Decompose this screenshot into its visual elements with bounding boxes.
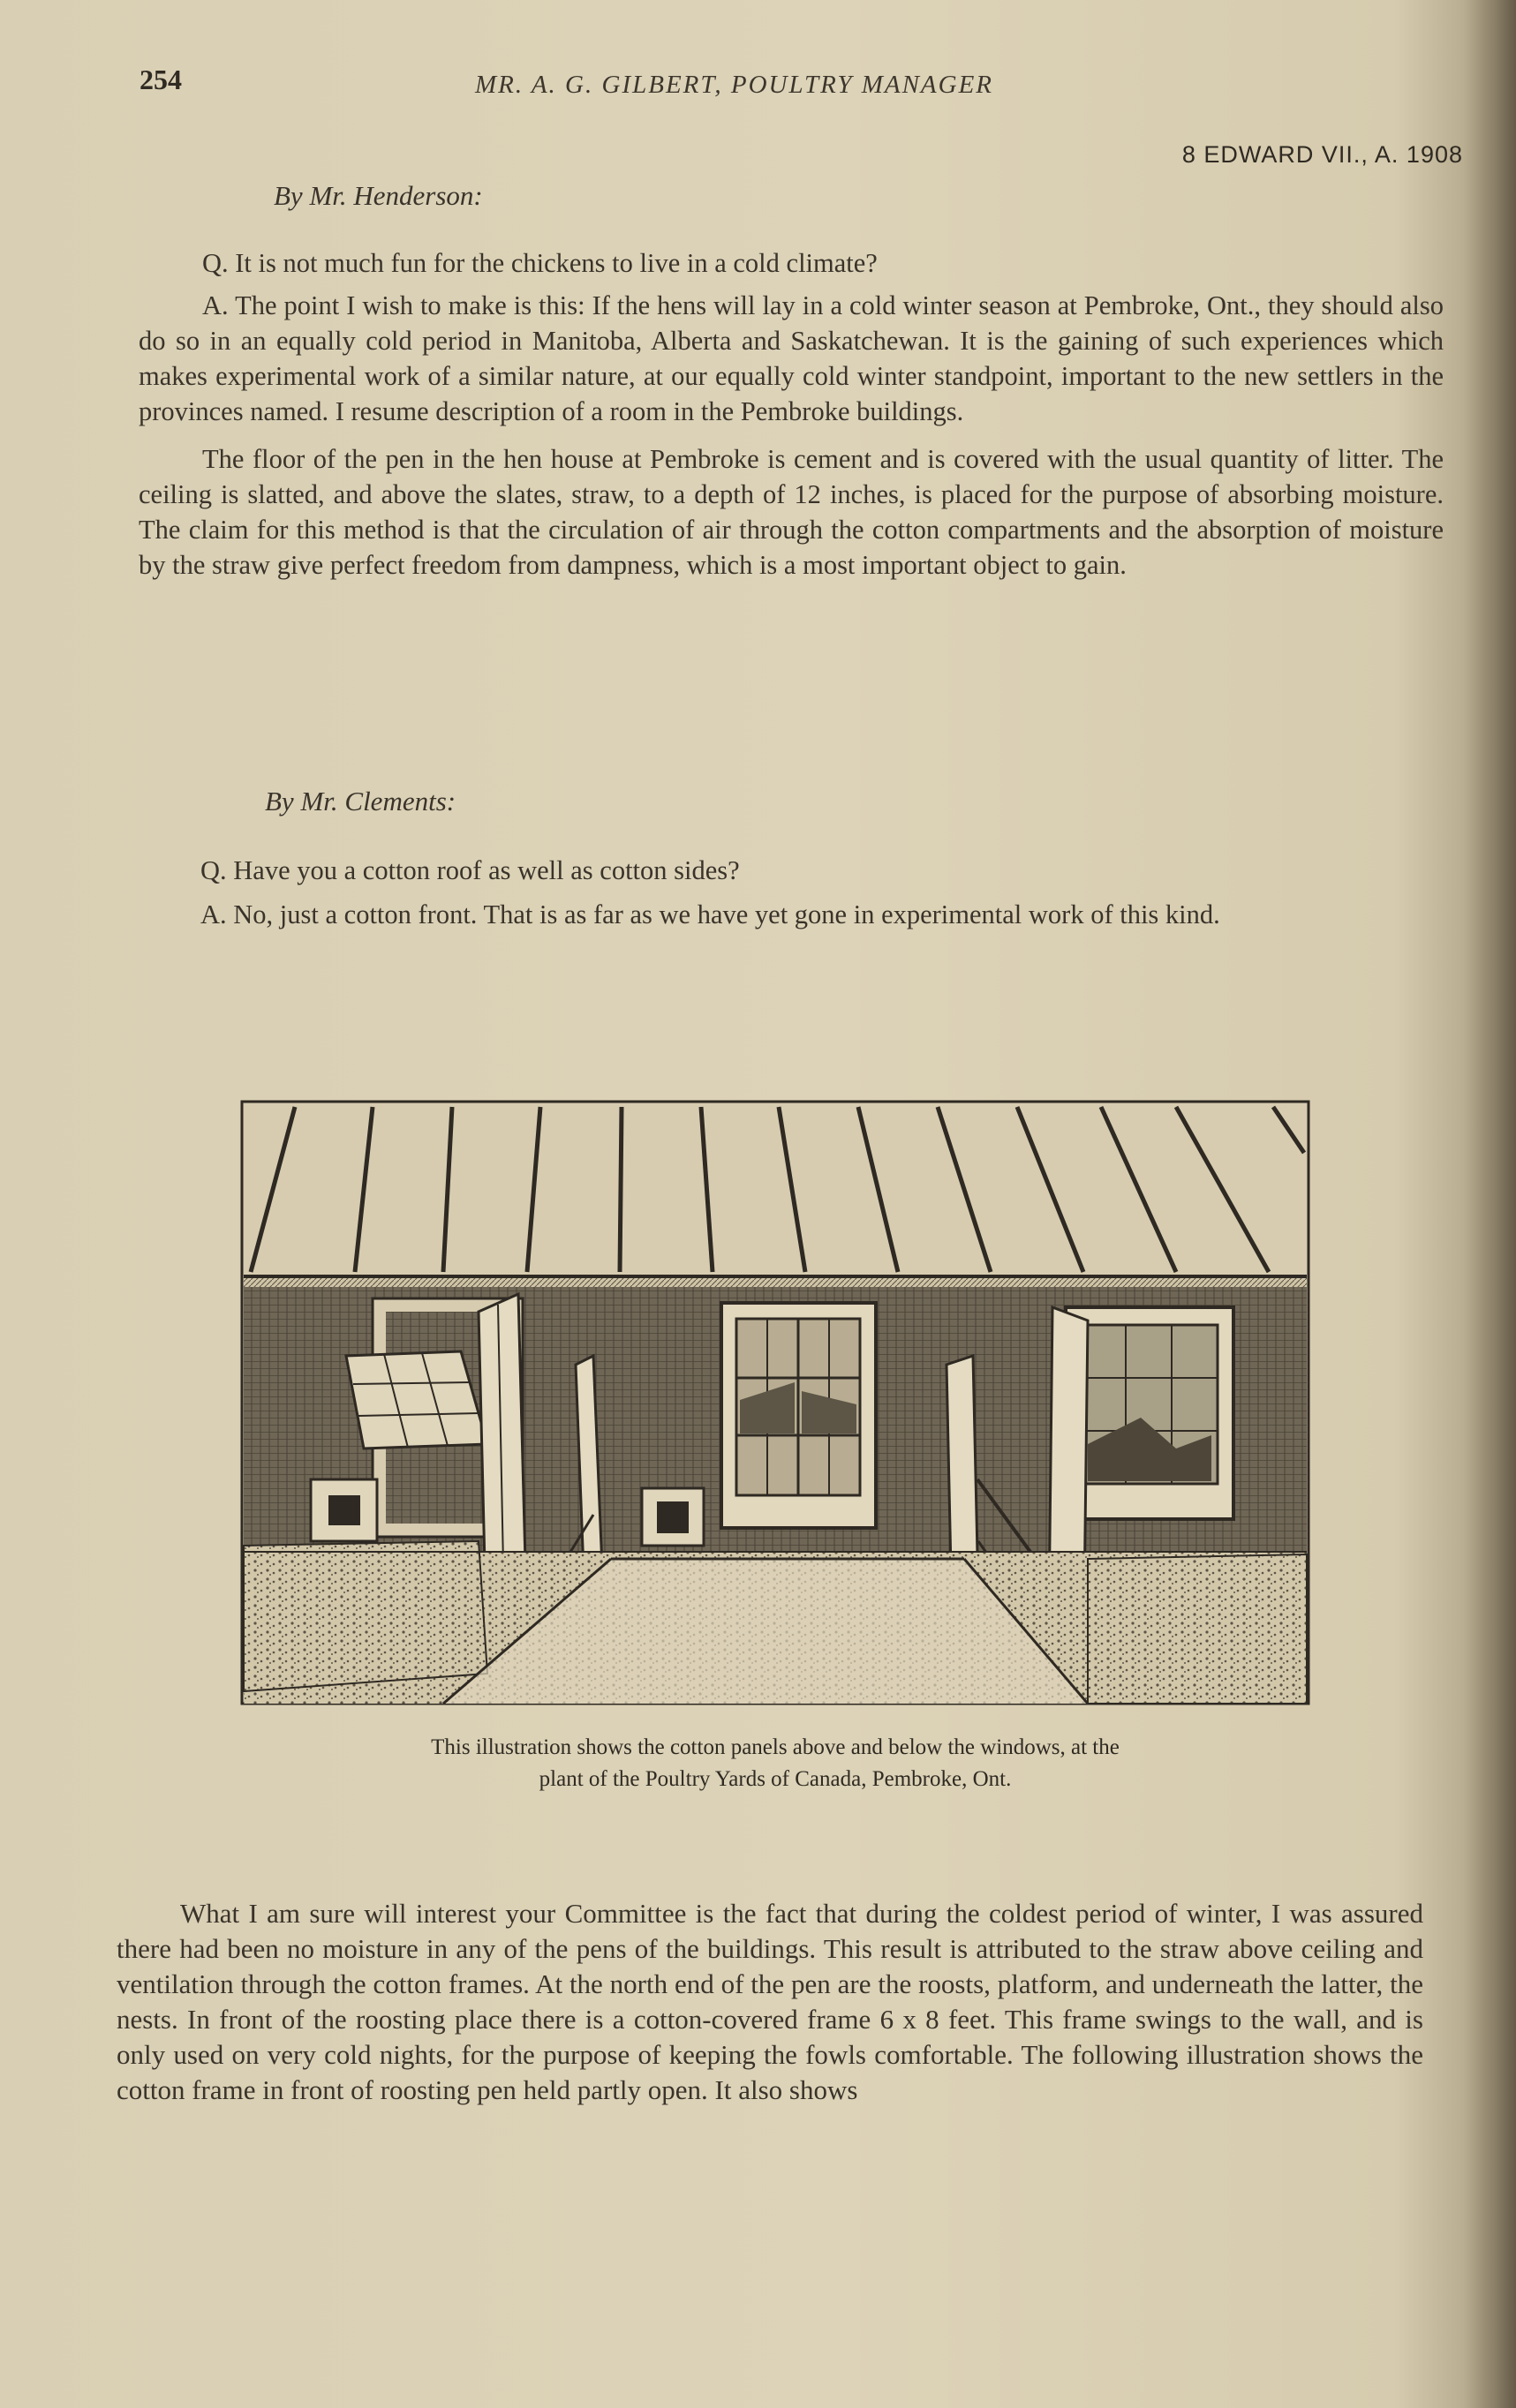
speaker-henderson: By Mr. Henderson: xyxy=(274,180,483,211)
question-paragraph: Q. Have you a cotton roof as well as cotton sides? xyxy=(200,855,740,885)
illustration-drawing xyxy=(240,1100,1310,1705)
speaker-clements: By Mr. Clements: xyxy=(265,786,456,816)
section-closing xyxy=(117,1896,1423,2115)
section-henderson xyxy=(139,245,1444,590)
running-head xyxy=(140,64,1482,117)
body-paragraph: What I am sure will interest your Committee is the fact that during the coldest period of winter, I was assured there had been no moisture in any of the pens of the buildings. This result is attributed to the straw above ceiling and ventilation through the cotton frames. At the north end of the pen are the roosts, platform, and underneath the latter, the nests. In front of the roosting place there is a cotton-covered frame 6 x 8 feet. This frame swings to the wall, and is only used on very cold nights, for the purpose of keeping the fowls comfortable. The following illustration shows the cotton frame in front of roosting pen held partly open. It also shows xyxy=(117,1898,1423,2105)
answer-paragraph: A. The point I wish to make is this: If the hens will lay in a cold winter season at Pembroke, Ont., they should also do so in an equally cold period in Manitoba, Alberta and Saskatchewan. It is the gaining of such experiences which makes experimental work of a similar nature, at our equally cold winter standpoint, important to the new settlers in the provinces named. I resume description of a room in the Pembroke buildings. xyxy=(139,290,1444,426)
right-window xyxy=(1066,1307,1233,1519)
caption-line: plant of the Poultry Yards of Canada, Pembroke, Ont. xyxy=(539,1767,1012,1791)
running-title: MR. A. G. GILBERT, POULTRY MANAGER xyxy=(475,71,993,99)
body-paragraph: The floor of the pen in the hen house at Pembroke is cement and is covered with the usual quantity of litter. The ceiling is slatted, and above the slates, straw, to a depth of 12 inches, is placed for the purpose of absorbing moisture. The claim for this method is that the circulation of air through the cotton compartments and the absorption of moisture by the straw give perfect freedom from dampness, which is a most important object to gain. xyxy=(139,444,1444,580)
page-number: 254 xyxy=(140,64,182,95)
figure-caption xyxy=(240,1732,1310,1795)
answer-paragraph: A. No, just a cotton front. That is as far as we have yet gone in experimental work of this kind. xyxy=(200,899,1220,929)
caption-line: This illustration shows the cotton panels above and below the windows, at the xyxy=(431,1735,1120,1759)
session-label: 8 EDWARD VII., A. 1908 xyxy=(1181,141,1463,168)
hen-house-illustration xyxy=(240,1100,1310,1705)
binding-shadow xyxy=(1463,0,1516,2408)
question-paragraph: Q. It is not much fun for the chickens to live in a cold climate? xyxy=(202,248,878,278)
section-clements xyxy=(139,853,1438,939)
center-window xyxy=(721,1303,876,1528)
